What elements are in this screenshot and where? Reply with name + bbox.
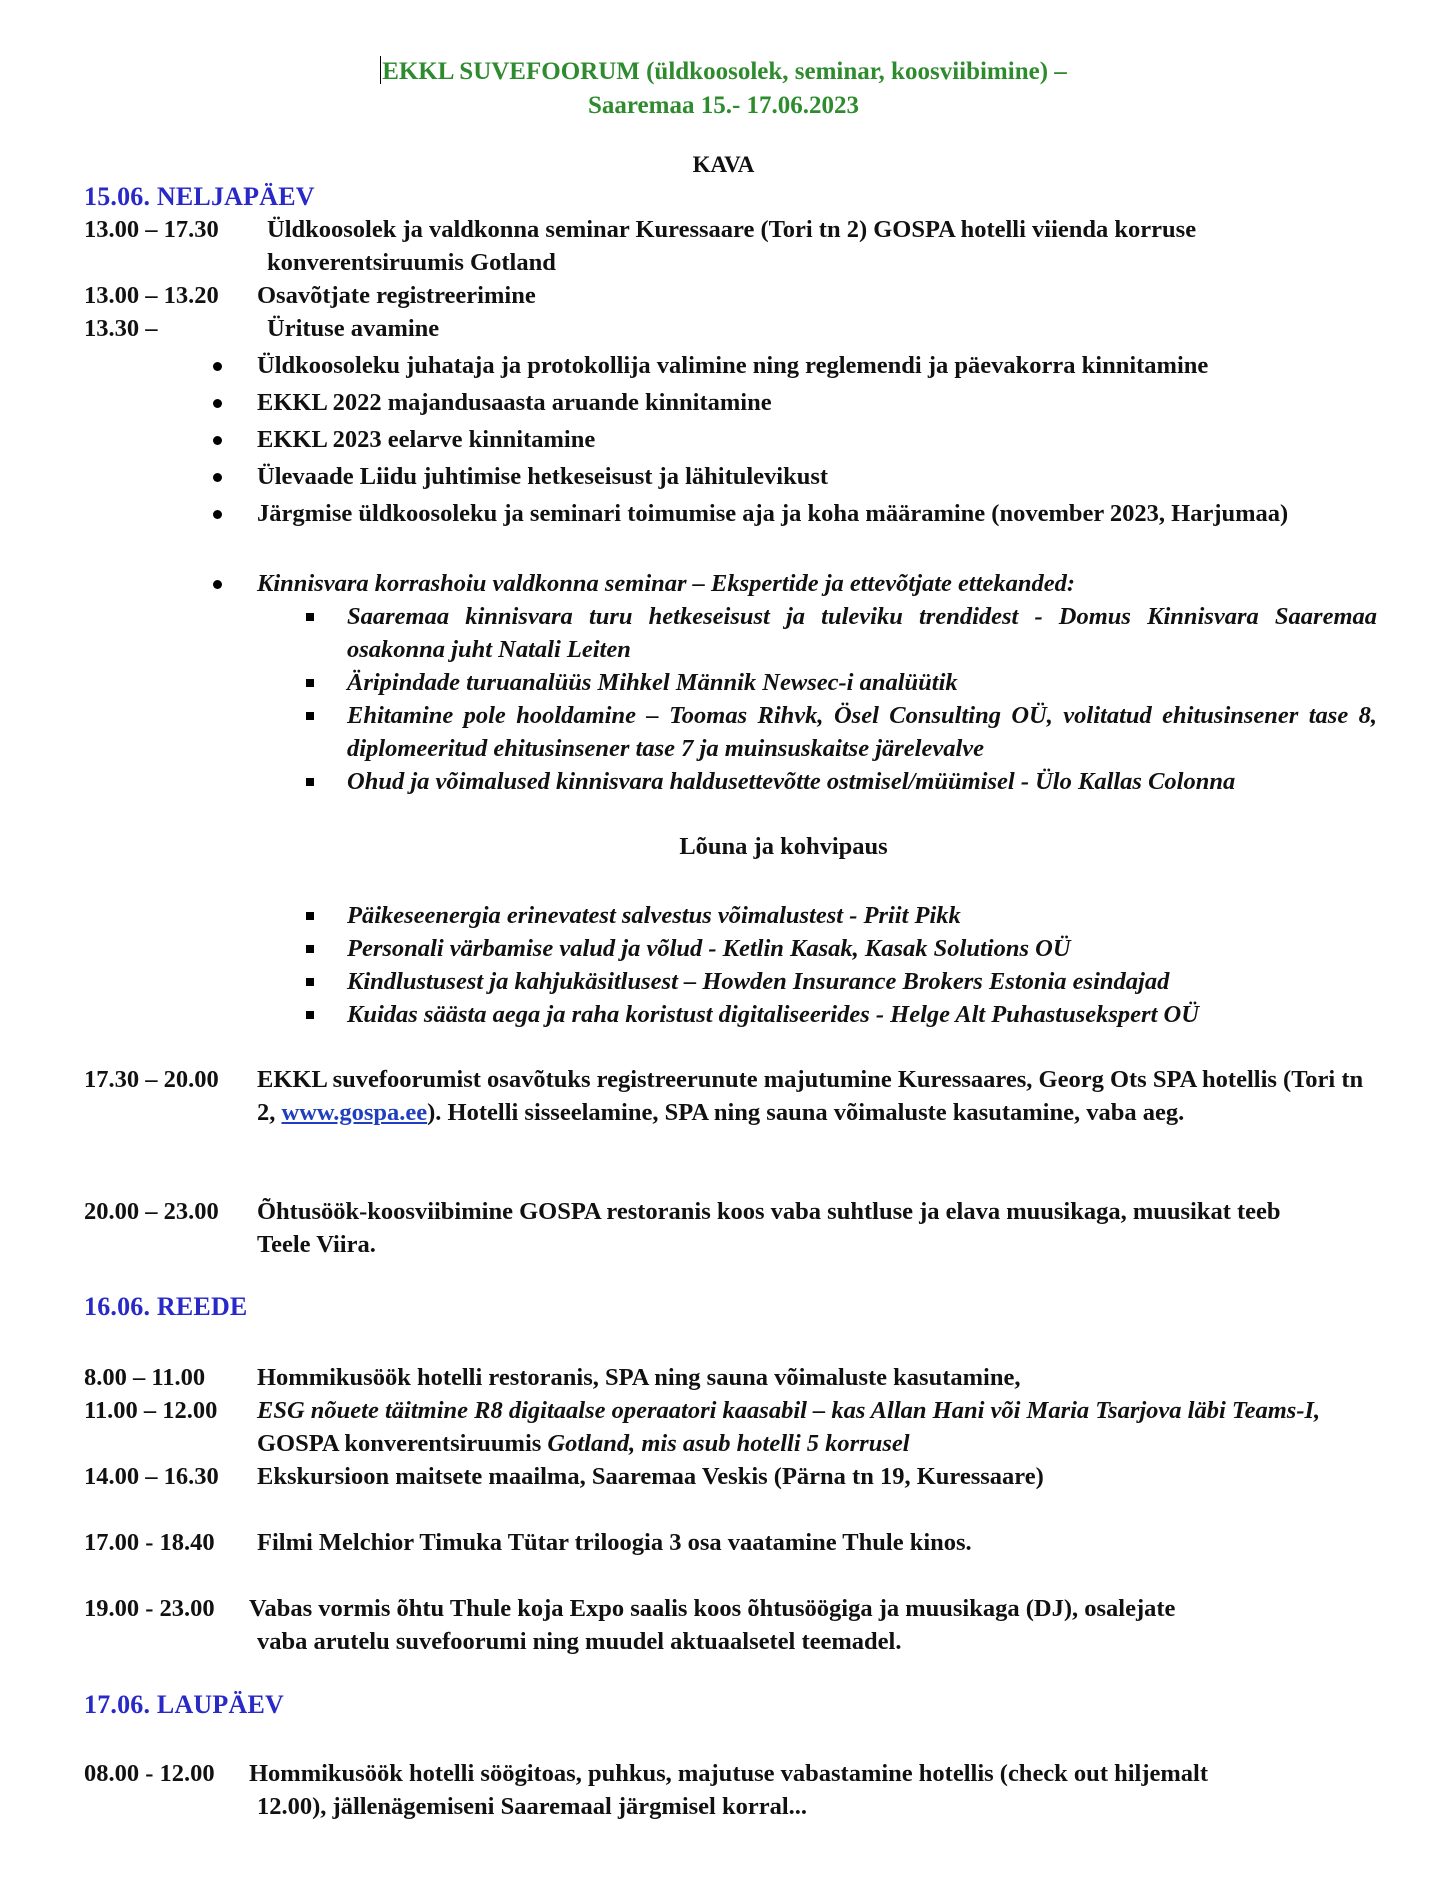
entry-text: Õhtusöök-koosviibimine GOSPA restoranis koos vaba suhtluse ja elava muusikaga, muusikat teeb Teele Viira. (257, 1198, 1281, 1258)
agenda-item: EKKL 2023 eelarve kinnitamine (257, 426, 596, 453)
entry-text (257, 1063, 1367, 1129)
entry-text-part: Gotland, mis asub hotelli 5 korrusel (547, 1430, 910, 1457)
entry-text-part: EKKL suvefoorumist osavõtuks registreerunute majutumine Kuressaares, Georg Ots SPA hotellis (Tori tn 2, (257, 1066, 1364, 1126)
seminar-heading: Kinnisvara korrashoiu valdkonna seminar – Ekspertide ja ettevõtjate ettekanded: (257, 570, 1076, 597)
entry-text: Ekskursioon maitsete maailma, Saaremaa Veskis (Pärna tn 19, Kuressaare) (257, 1463, 1044, 1490)
time-slot: 14.00 – 16.30 (84, 1463, 219, 1490)
entry-text: 12.00), jällenägemiseni Saaremaal järgmisel korral... (257, 1793, 808, 1820)
title-text-1: EKKL SUVEFOORUM (üldkoosolek, seminar, koosviibimine) – (382, 58, 1067, 85)
bullet-icon (213, 510, 222, 519)
seminar-talk: Personali värbamise valud ja võlud - Ketlin Kasak, Kasak Solutions OÜ (347, 935, 1071, 962)
time-slot: 19.00 - 23.00 (84, 1595, 215, 1622)
kava-heading: KAVA (692, 152, 755, 177)
entry-text: Ürituse avamine (267, 315, 440, 342)
bullet-icon (213, 399, 222, 408)
time-slot: 17.00 - 18.40 (84, 1529, 215, 1556)
entry-text: Hommikusöök hotelli restoranis, SPA ning sauna võimaluste kasutamine, (257, 1364, 1021, 1391)
time-slot: 11.00 – 12.00 (84, 1397, 218, 1424)
agenda-item: EKKL 2022 majandusaasta aruande kinnitamine (257, 389, 772, 416)
bullet-icon (213, 436, 222, 445)
square-bullet-icon (306, 978, 314, 986)
entry-text: Osavõtjate registreerimine (257, 282, 536, 309)
square-bullet-icon (306, 613, 314, 621)
square-bullet-icon (306, 679, 314, 687)
seminar-talk: Äripindade turuanalüüs Mihkel Männik Newsec-i analüütik (347, 669, 958, 696)
bullet-icon (213, 580, 222, 589)
square-bullet-icon (306, 1011, 314, 1019)
time-slot: 17.30 – 20.00 (84, 1066, 219, 1093)
agenda-item: Järgmise üldkoosoleku ja seminari toimumise aja ja koha määramine (november 2023, Harjumaa) (257, 500, 1289, 527)
day-heading-saturday: 17.06. LAUPÄEV (84, 1690, 284, 1719)
square-bullet-icon (306, 778, 314, 786)
lunch-break: Lõuna ja kohvipaus (679, 833, 888, 860)
day-heading-friday: 16.06. REEDE (84, 1292, 248, 1321)
title-line-2: Saaremaa 15.- 17.06.2023 (587, 92, 860, 119)
entry-text-part: GOSPA konverentsiruumis (257, 1430, 548, 1457)
square-bullet-icon (306, 912, 314, 920)
agenda-item: Ülevaade Liidu juhtimise hetkeseisust ja lähitulevikust (257, 463, 829, 490)
entry-text-part: ESG nõuete täitmine R8 digitaalse operaatori kaasabil – kas Allan Hani või Maria Tsarjova läbi Teams-I, (257, 1397, 1321, 1424)
seminar-talk: Päikeseenergia erinevatest salvestus võimalustest - Priit Pikk (347, 902, 961, 929)
time-slot: 20.00 – 23.00 (84, 1198, 219, 1225)
agenda-item: Üldkoosoleku juhataja ja protokollija valimine ning reglemendi ja päevakorra kinnitamine (257, 352, 1209, 379)
entry-text: Hommikusöök hotelli söögitoas, puhkus, majutuse vabastamine hotellis (check out hiljemalt (249, 1760, 1208, 1787)
bullet-icon (213, 473, 222, 482)
seminar-talk: Saaremaa kinnisvara turu hetkeseisust ja tuleviku trendidest - Domus Kinnisvara Saaremaa osakonna juht Natali Leiten (347, 603, 1377, 663)
title-line-1 (0, 56, 1447, 86)
seminar-talk: Ehitamine pole hooldamine – Toomas Rihvk, Ösel Consulting OÜ, volitatud ehitusinsener tase 8, diplomeeritud ehitusinsener tase 7 ja muinsuskaitse järelevalve (347, 702, 1377, 762)
seminar-talk: Ohud ja võimalused kinnisvara haldusettevõtte ostmisel/müümisel - Ülo Kallas Colonna (347, 768, 1236, 795)
entry-text: Vabas vormis õhtu Thule koja Expo saalis koos õhtusöögiga ja muusikaga (DJ), osalejate (249, 1595, 1176, 1622)
bullet-icon (213, 362, 222, 371)
time-slot: 8.00 – 11.00 (84, 1364, 206, 1391)
entry-text-part: ). Hotelli sisseelamine, SPA ning sauna võimaluste kasutamine, vaba aeg. (427, 1099, 1185, 1126)
entry-text: vaba arutelu suvefoorumi ning muudel aktuaalsetel teemadel. (257, 1628, 902, 1655)
day-heading-thursday: 15.06. NELJAPÄEV (84, 182, 315, 211)
square-bullet-icon (306, 945, 314, 953)
entry-text: Üldkoosolek ja valdkonna seminar Kuressaare (Tori tn 2) GOSPA hotelli viienda korruse konverentsiruumis Gotland (267, 216, 1197, 276)
seminar-talk: Kuidas säästa aega ja raha koristust digitaliseerides - Helge Alt Puhastusekspert OÜ (347, 1001, 1199, 1028)
square-bullet-icon (306, 712, 314, 720)
time-slot: 08.00 - 12.00 (84, 1760, 215, 1787)
seminar-talk: Kindlustusest ja kahjukäsitlusest – Howden Insurance Brokers Estonia esindajad (347, 968, 1170, 995)
entry-text: Filmi Melchior Timuka Tütar triloogia 3 osa vaatamine Thule kinos. (257, 1529, 972, 1556)
time-slot: 13.00 – 17.30 (84, 216, 219, 243)
gospa-link[interactable]: www.gospa.ee (281, 1099, 428, 1126)
time-slot: 13.30 – (84, 315, 158, 342)
time-slot: 13.00 – 13.20 (84, 282, 219, 309)
entry-text (257, 1394, 1377, 1460)
